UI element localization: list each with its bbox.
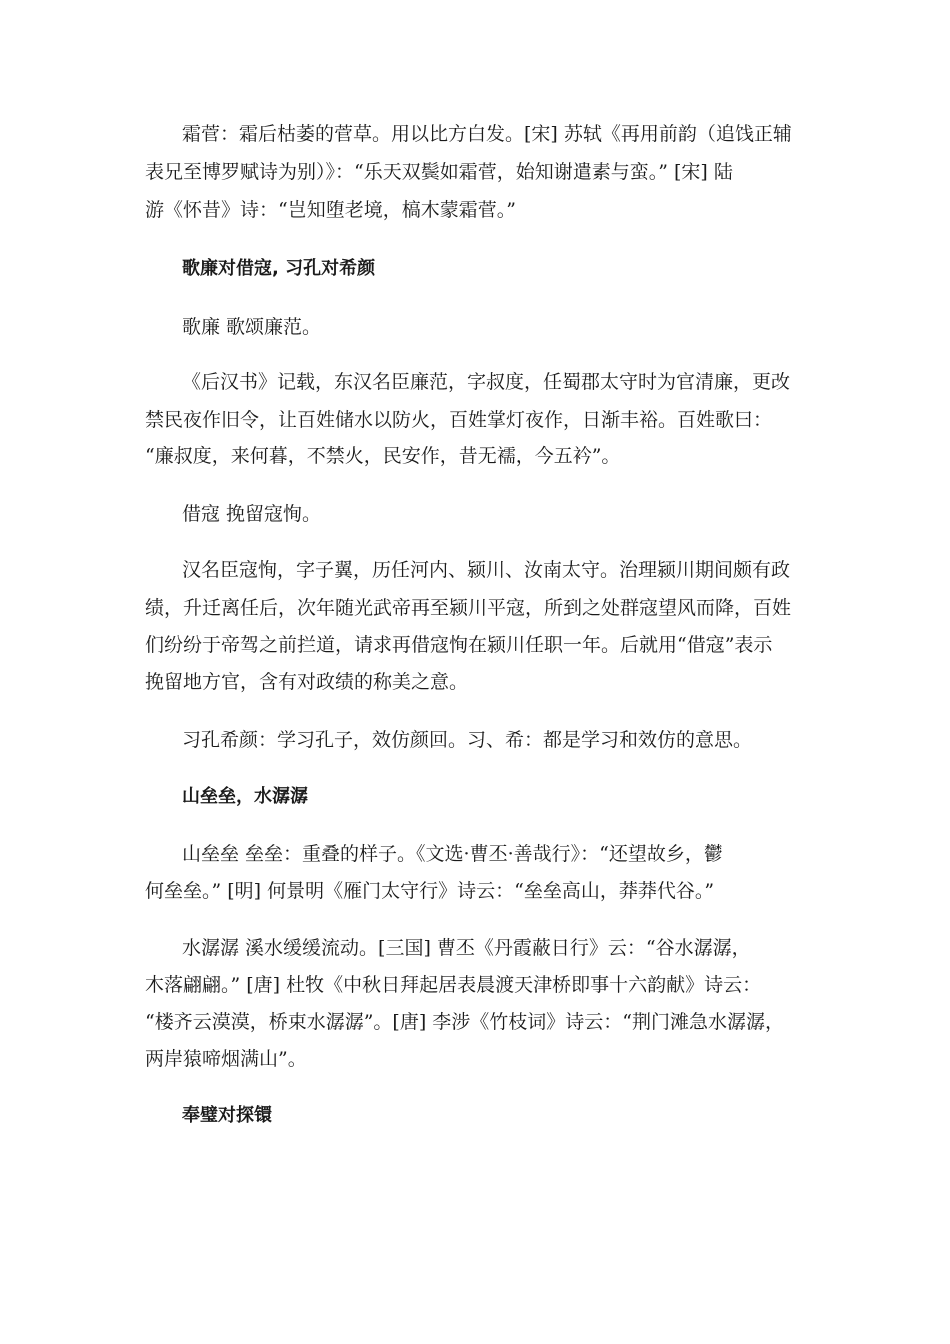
- section-heading: 奉璧对探镮: [182, 1105, 272, 1126]
- paragraph-line: 霜菅：霜后枯萎的菅草。用以比方白发。[宋] 苏轼《再用前韵（追饯正辅: [182, 123, 792, 145]
- paragraph-line: 禁民夜作旧令，让百姓储水以防火，百姓掌灯夜作，日渐丰裕。百姓歌曰：: [145, 409, 773, 431]
- paragraph-line: 山垒垒 垒垒：重叠的样子。《文选·曹丕·善哉行》：“还望故乡，鬱: [182, 843, 723, 865]
- paragraph-line: 汉名臣寇恂，字子翼，历任河内、颍川、汝南太守。治理颍川期间颇有政: [182, 559, 791, 581]
- paragraph-line: 水潺潺 溪水缓缓流动。[三国] 曹丕《丹霞蔽日行》云：“谷水潺潺，: [182, 937, 751, 959]
- paragraph-line: 游《怀昔》诗：“岂知堕老境，槁木蒙霜菅。”: [145, 199, 516, 221]
- paragraph-line: 表兄至博罗赋诗为别）》：“乐天双鬓如霜菅，始知谢遣素与蛮。” [宋] 陆: [145, 161, 733, 183]
- paragraph-line: 《后汉书》记载，东汉名臣廉范，字叔度，任蜀郡太守时为官清廉，更改: [182, 371, 791, 393]
- section-heading: 歌廉对借寇, 习孔对希颜: [182, 258, 376, 279]
- paragraph-line: “楼齐云漠漠，桥束水潺潺”。[唐] 李涉《竹枝词》诗云：“荆门滩急水潺潺，: [145, 1011, 785, 1033]
- paragraph-line: 挽留地方官，含有对政绩的称美之意。: [145, 671, 469, 693]
- paragraph-line: 木落翩翩。” [唐] 杜牧《中秋日拜起居表晨渡天津桥即事十六韵献》诗云：: [145, 974, 762, 996]
- paragraph-line: 习孔希颜：学习孔子，效仿颜回。习、希：都是学习和效仿的意思。: [182, 729, 753, 751]
- section-heading: 山垒垒，水潺潺: [182, 786, 308, 807]
- paragraph-line: 歌廉 歌颂廉范。: [182, 316, 322, 338]
- paragraph-line: “廉叔度，来何暮，不禁火，民安作，昔无襦，今五衿”。: [145, 445, 621, 467]
- paragraph-line: 何垒垒。” [明] 何景明《雁门太守行》诗云：“垒垒高山，莽莽代谷。”: [145, 880, 715, 902]
- paragraph-line: 绩，升迁离任后，次年随光武帝再至颍川平寇，所到之处群寇望风而降，百姓: [145, 597, 792, 619]
- paragraph-line: 们纷纷于帝驾之前拦道，请求再借寇恂在颍川任职一年。后就用“借寇”表示: [145, 634, 773, 656]
- paragraph-line: 两岸猿啼烟满山”。: [145, 1048, 307, 1070]
- paragraph-line: 借寇 挽留寇恂。: [182, 503, 322, 525]
